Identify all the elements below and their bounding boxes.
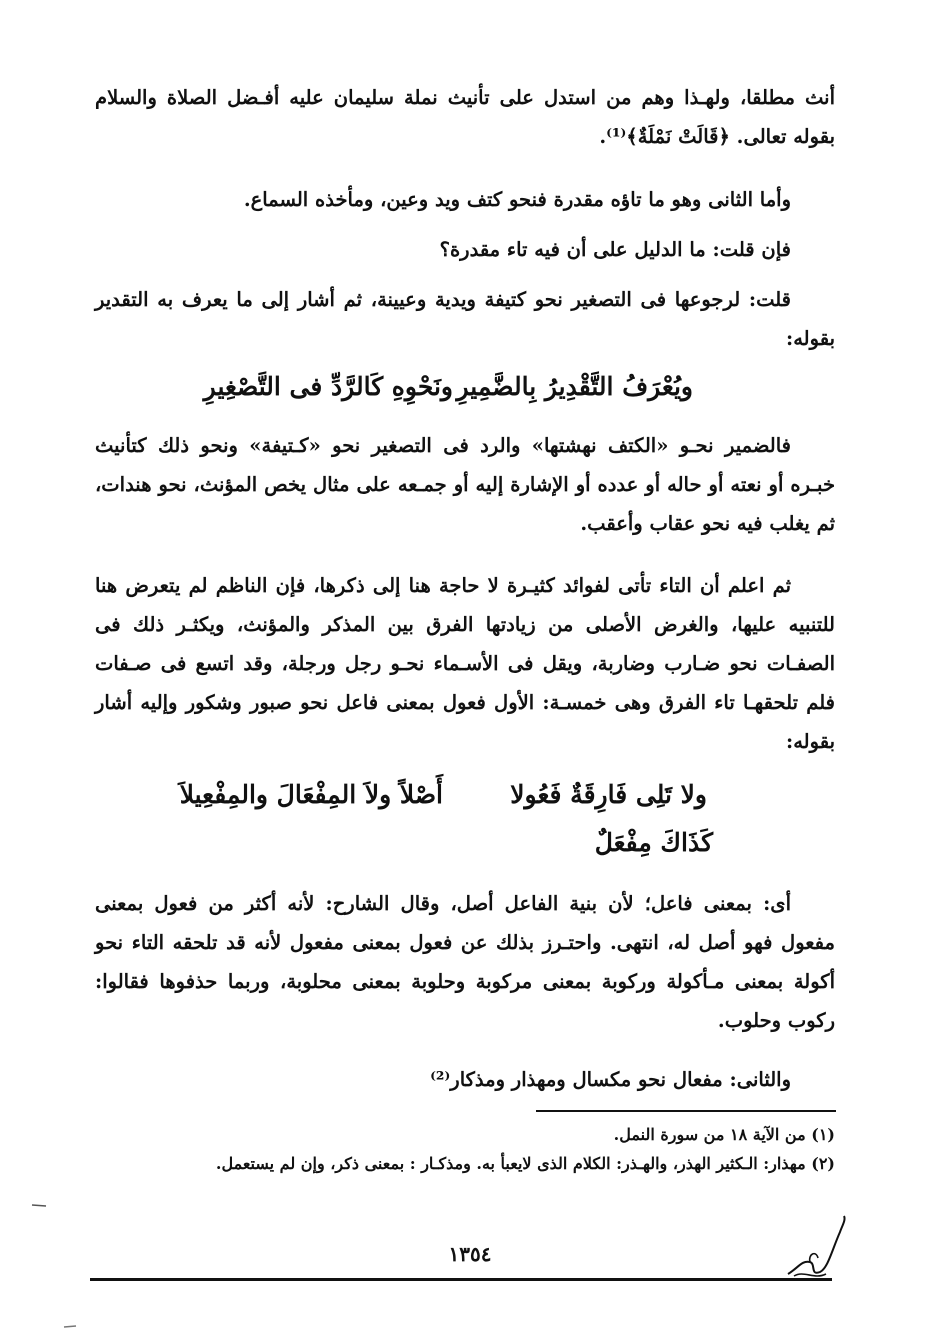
verse-2-second-half: أَصْلاً ولاَ المِفْعَالَ والمِفْعِيلاَ bbox=[179, 780, 443, 809]
footnote-1: (١) من الآية ١٨ من سورة النمل. bbox=[613, 1125, 835, 1144]
paragraph-text: فالضمير نحـو «الكتف نهشتها» والرد فى التصغير نحو «كـتيفة» ونحو ذلك كتأنيث خبـره أو نعته أو حاله أو عدده أو الإشارة إليه أو جمـعه على مثال يخص المؤنث، نحو هندات، ثم يغلب فيه نحو عقاب وأعقب. bbox=[95, 434, 835, 535]
verse-2-continuation: كَذَاكَ مِفْعَلٌ bbox=[594, 828, 713, 857]
footnote-separator bbox=[536, 1110, 836, 1112]
paragraph-ant-mutlaqan bbox=[95, 78, 835, 156]
paragraph-answer bbox=[95, 280, 835, 358]
page-number: ١٣٥٤ bbox=[448, 1242, 492, 1266]
footnotes bbox=[95, 1120, 835, 1178]
paragraph-al-damir bbox=[95, 426, 835, 543]
paragraph-text: أى: بمعنى فاعل؛ لأن بنية الفاعل أصل، وقال الشارح: لأنه أكثر من فعول بمعنى مفعول فهو أصل له، انتهى. واحتـرز بذلك عن فعول بمعنى مفعول لأنه قد تلحقه التاء نحو أكولة بمعنى مـأكولة وركوبة بمعنى مركوبة وحلوبة بمعنى محلوبة، وربما حذفوها فقالوا: ركوب وحلوب. bbox=[95, 892, 835, 1032]
verse-1-second-half: ونَحْوِهِ كَالرَّدِّ فى التَّصْغِيرِ bbox=[203, 372, 453, 401]
paragraph-text: قلت: لرجوعها فى التصغير نحو كتيفة ويدية وعيينة، ثم أشار إلى ما يعرف به التقدير بقوله: bbox=[95, 288, 835, 350]
signature-mark bbox=[780, 1210, 850, 1285]
paragraph-text: والثانى: مفعال نحو مكسال ومهذار ومذكار⁽²⁾ bbox=[430, 1068, 791, 1091]
paragraph-al-thani-mif3al bbox=[95, 1060, 835, 1099]
paragraph-text: أنث مطلقا، ولهـذا وهم من استدل على تأنيث نملة سليمان عليه أفـضل الصلاة والسلام بقوله تعالى. ﴿قَالَتْ نَمْلَةٌ﴾⁽¹⁾. bbox=[95, 86, 835, 148]
verse-1-first-half: ويُعْرَفُ التَّقْدِيرُ بِالضَّمِيرِ bbox=[456, 372, 693, 401]
verse-2-first-half: ولا تَلِى فَارِقَةٌ فَعُولا bbox=[510, 780, 707, 809]
page-bottom-rule bbox=[90, 1278, 832, 1281]
paragraph-al-thani bbox=[95, 180, 835, 219]
paragraph-thumma-i3lam bbox=[95, 566, 835, 761]
footnote-2: (٢) مهذار: الـكثير الهذر، والهـذر: الكلام الذى لايعبأ به. ومذكـار : بمعنى ذكر، وإن لم يستعمل. bbox=[215, 1154, 835, 1173]
paragraph-ay-bima3na bbox=[95, 884, 835, 1040]
paragraph-text: ثم اعلم أن التاء تأتى لفوائد كثيـرة لا حاجة هنا إلى ذكرها، فإن الناظم لم يتعرض هنا للتنبيه عليها، والغرض الأصلى من زيادتها الفرق بين المذكر والمؤنث، ويكثـر ذلك فى الصفـات نحو ضـارب وضاربة، ويقل فى الأسـماء نحـو رجل ورجلة، وقد اتسع فى صـفات فلم تلحقهـا تاء الفرق وهى خمسـة: الأول فعول بمعنى فاعل نحو صبور وشكور وإليه أشار بقوله: bbox=[95, 574, 835, 753]
scan-speck bbox=[30, 1200, 50, 1210]
paragraph-text: وأما الثانى وهو ما تاؤه مقدرة فنحو كتف ويد وعين، ومأخذه السماع. bbox=[243, 188, 791, 211]
paragraph-text: فإن قلت: ما الدليل على أن فيه تاء مقدرة؟ bbox=[439, 238, 791, 261]
paragraph-question bbox=[95, 230, 835, 269]
scan-speck bbox=[62, 1322, 82, 1332]
